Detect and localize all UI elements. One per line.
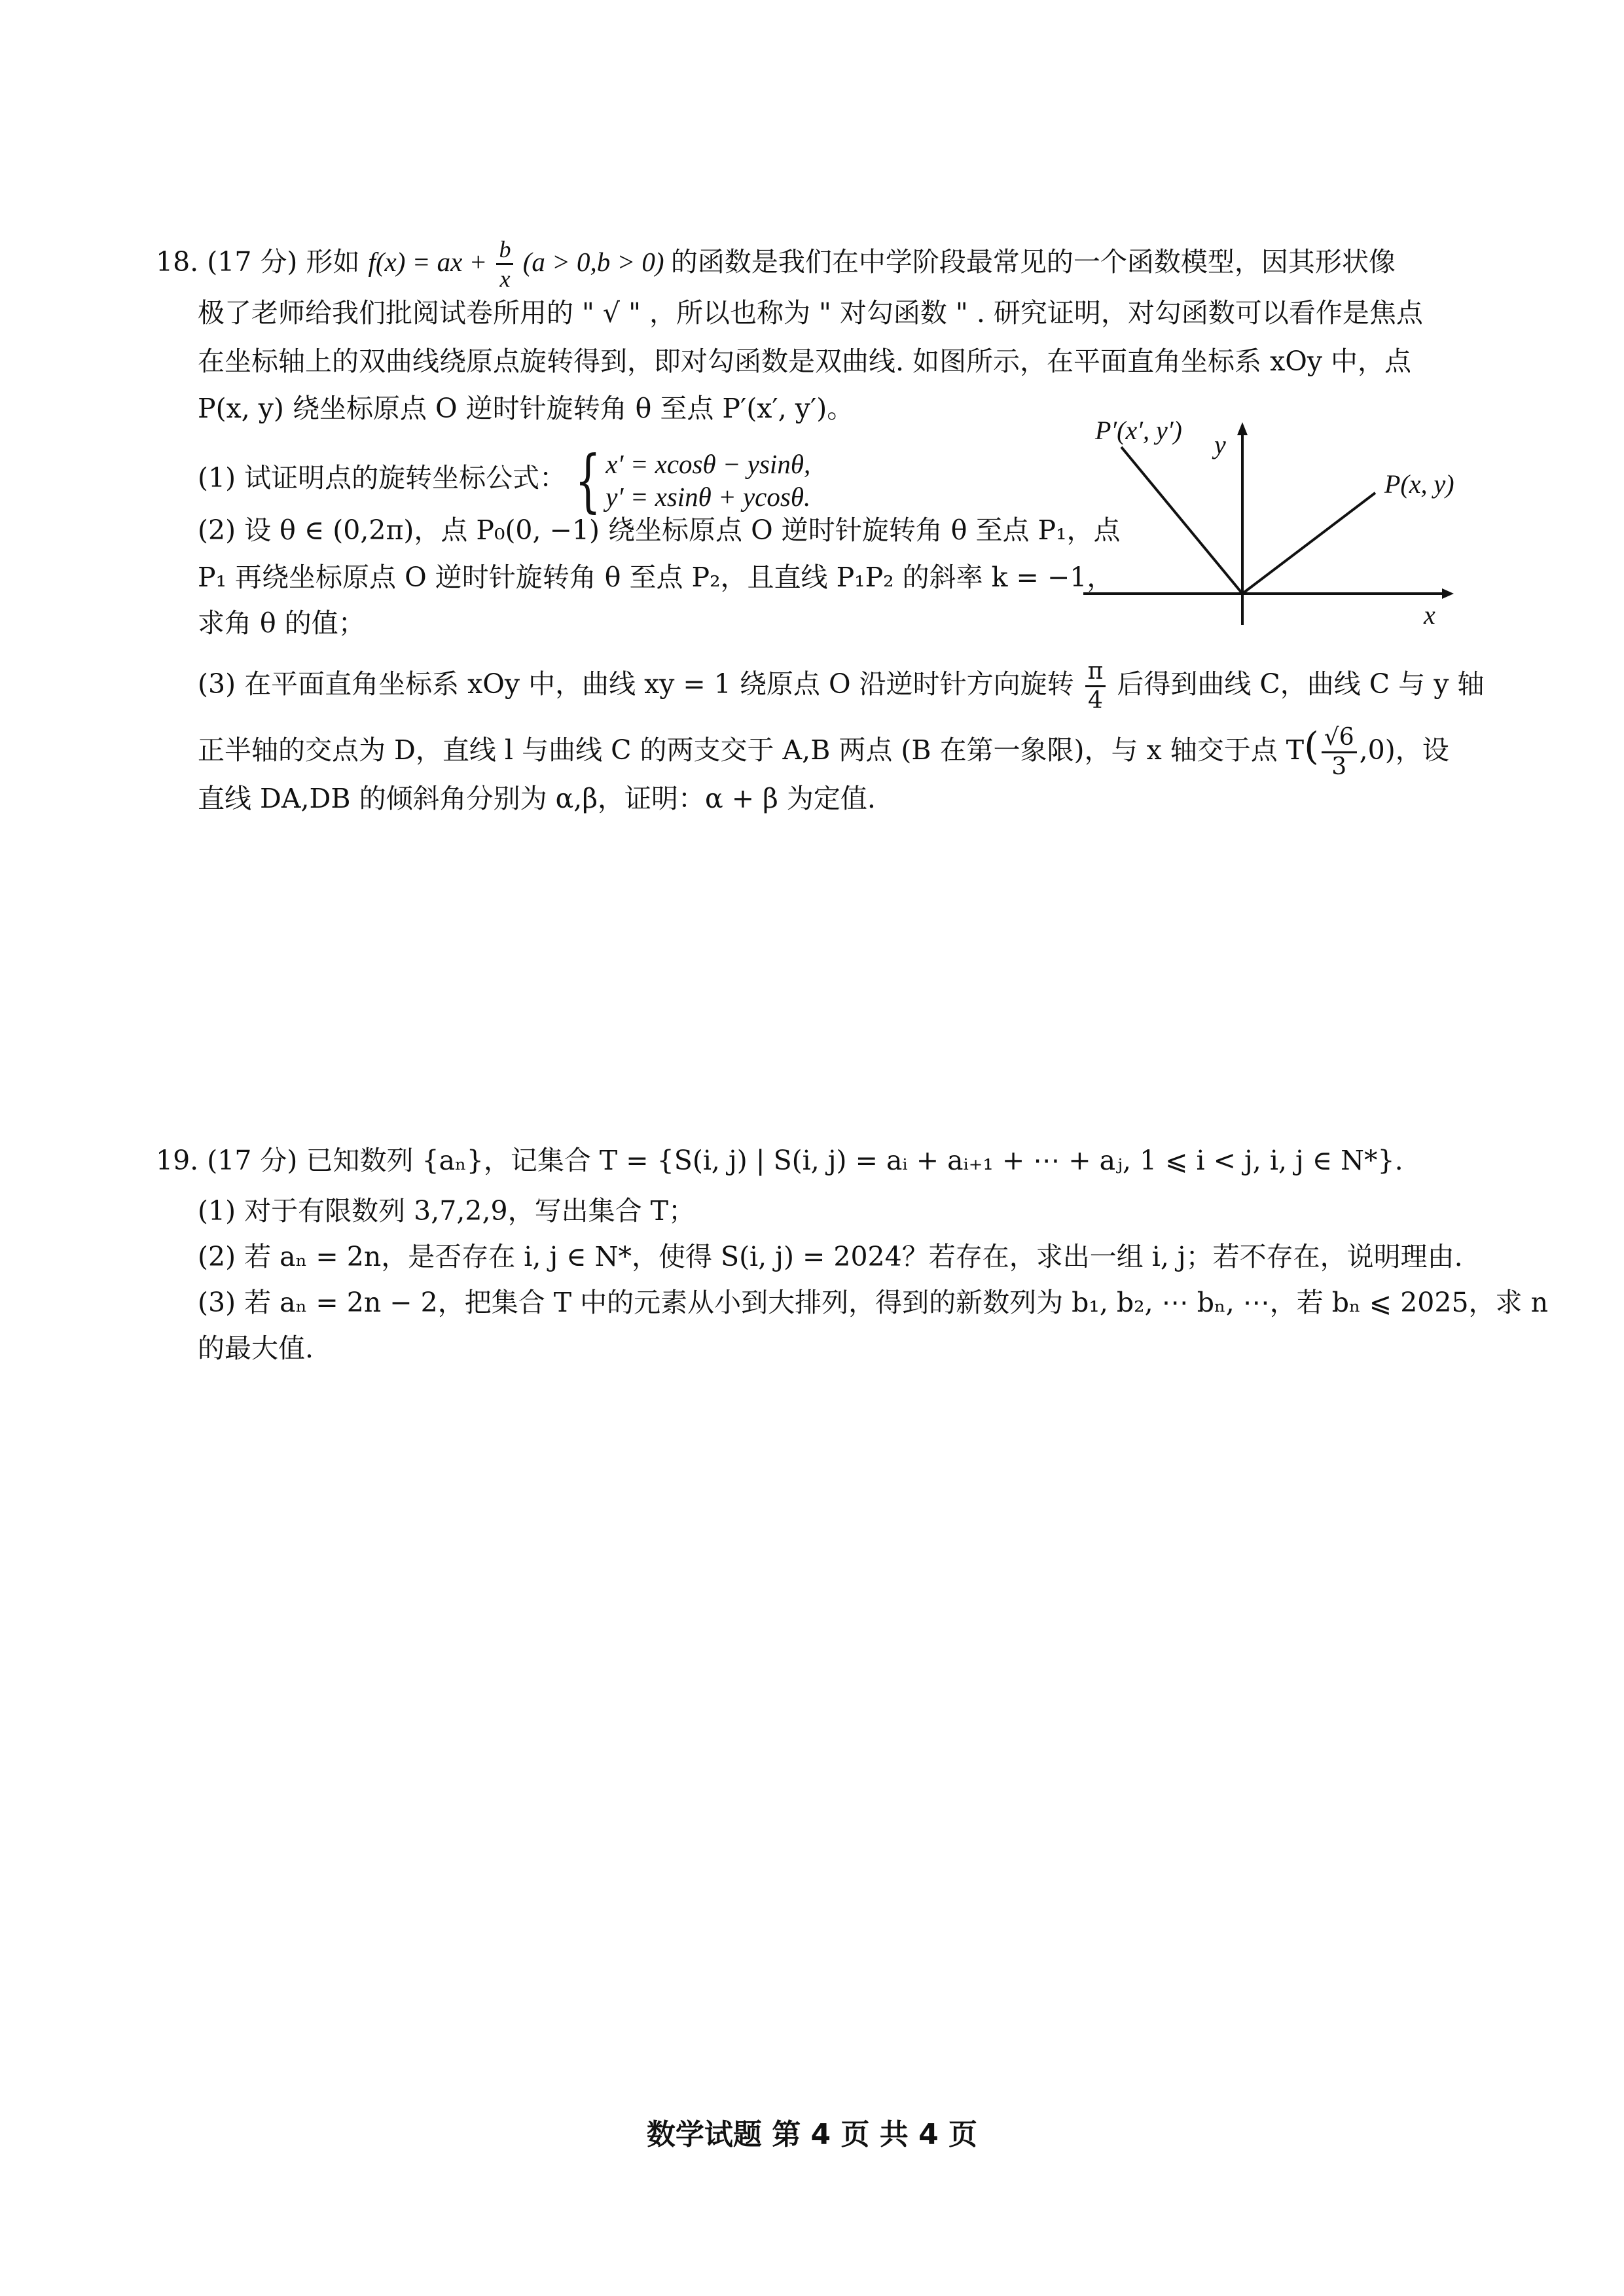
q18-fraction-b-over-x <box>496 238 513 291</box>
q18-part3-line2-text: 正半轴的交点为 D，直线 l 与曲线 C 的两支交于 A,B 两点 (B 在第一象限)，与 x 轴交于点 T <box>198 734 1305 766</box>
q18-line1-rest: 的函数是我们在中学阶段最常见的一个函数模型，因其形状像 <box>670 246 1396 278</box>
q18-fraction-sqrt6-over-3 <box>1322 726 1357 779</box>
q18-part3-line2-tail: ，设 <box>1395 734 1449 766</box>
q18-part3-line-1 <box>198 655 1484 713</box>
ray-to-p-prime <box>1121 447 1242 594</box>
q18-point-t-open: ( <box>1304 724 1319 768</box>
q18-line-1 <box>156 238 1396 291</box>
q18-part1-label: (1) 试证明点的旋转坐标公式： <box>198 462 567 493</box>
q18-pi-den: 4 <box>1088 687 1103 714</box>
q18-frac-num: b <box>496 238 513 265</box>
q19-part1: (1) 对于有限数列 3,7,2,9，写出集合 T； <box>198 1195 695 1227</box>
y-axis-arrow-icon <box>1237 422 1248 435</box>
q18-part3-text-a: (3) 在平面直角坐标系 xOy 中，曲线 xy = 1 绕原点 O 沿逆时针方向旋转 <box>198 668 1083 700</box>
q18-condition: (a > 0,b > 0) <box>516 247 671 277</box>
q18-pi-num: π <box>1085 660 1106 687</box>
label-y: y <box>1214 430 1226 459</box>
q18-sqrt6-den: 3 <box>1331 753 1347 780</box>
ray-to-p <box>1242 493 1375 594</box>
q18-sqrt6-num: √6 <box>1322 726 1357 753</box>
q18-point-t-rest: ,0) <box>1359 734 1396 766</box>
q19-line-1: 19. (17 分) 已知数列 {aₙ}，记集合 T = {S(i, j) | S(i, j) = aᵢ + aᵢ₊₁ + ⋯ + aⱼ, 1 ⩽ i < j, i, j ∈ N*}. <box>156 1145 1403 1176</box>
rotation-eq-x: x′ = xcosθ − ysinθ, <box>605 448 811 479</box>
q18-number-and-intro: 18. (17 分) 形如 <box>156 246 369 278</box>
q18-fraction-pi-over-4 <box>1085 660 1106 713</box>
left-brace-icon: { <box>575 440 602 520</box>
label-x: x <box>1424 600 1435 630</box>
q18-part3-text-b: 后得到曲线 C，曲线 C 与 y 轴 <box>1108 668 1485 700</box>
label-p: P(x, y) <box>1384 469 1454 499</box>
q18-frac-den: x <box>499 266 511 292</box>
q19-part3-line-2: 的最大值. <box>198 1333 314 1364</box>
q18-function-expr: f(x) = ax + <box>368 247 494 277</box>
label-p-prime: P′(x′, y′) <box>1095 416 1182 445</box>
x-axis-arrow-icon <box>1442 588 1454 599</box>
q18-part2-line-3: 求角 θ 的值； <box>198 607 365 639</box>
q18-part1 <box>198 440 811 520</box>
q18-line-3: 在坐标轴上的双曲线绕原点旋转得到，即对勾函数是双曲线. 如图所示，在平面直角坐标系 xOy 中，点 <box>198 346 1412 377</box>
q18-part3-line-3: 直线 DA,DB 的倾斜角分别为 α,β，证明：α + β 为定值. <box>198 783 876 814</box>
rotation-formula-system <box>566 440 811 520</box>
q18-line-2: 极了老师给我们批阅试卷所用的 " √ " ，所以也称为 " 对勾函数 " . 研究证明，对勾函数可以看作是焦点 <box>198 297 1423 329</box>
q19-part3-line-1: (3) 若 aₙ = 2n − 2，把集合 T 中的元素从小到大排列，得到的新数列为 b₁, b₂, ⋯ bₙ, ⋯，若 bₙ ⩽ 2025，求 n <box>198 1287 1548 1318</box>
page-footer: 数学试题 第 4 页 共 4 页 <box>646 2118 978 2151</box>
q19-part2: (2) 若 aₙ = 2n，是否存在 i, j ∈ N*，使得 S(i, j) = 2024？若存在，求出一组 i, j；若不存在，说明理由. <box>198 1241 1463 1272</box>
rotation-eq-y: y′ = xsinθ + ycosθ. <box>605 481 811 512</box>
q18-line-4: P(x, y) 绕坐标原点 O 逆时针旋转角 θ 至点 P′(x′, y′)。 <box>198 393 854 424</box>
q18-part2-line-1: (2) 设 θ ∈ (0,2π)，点 P₀(0, −1) 绕坐标原点 O 逆时针旋转角 θ 至点 P₁，点 <box>198 514 1121 546</box>
q18-part3-line-2 <box>198 717 1449 780</box>
q18-part2-line-2: P₁ 再绕坐标原点 O 逆时针旋转角 θ 至点 P₂，且直线 P₁P₂ 的斜率 k = −1， <box>198 562 1114 593</box>
rotation-figure <box>1083 416 1489 635</box>
